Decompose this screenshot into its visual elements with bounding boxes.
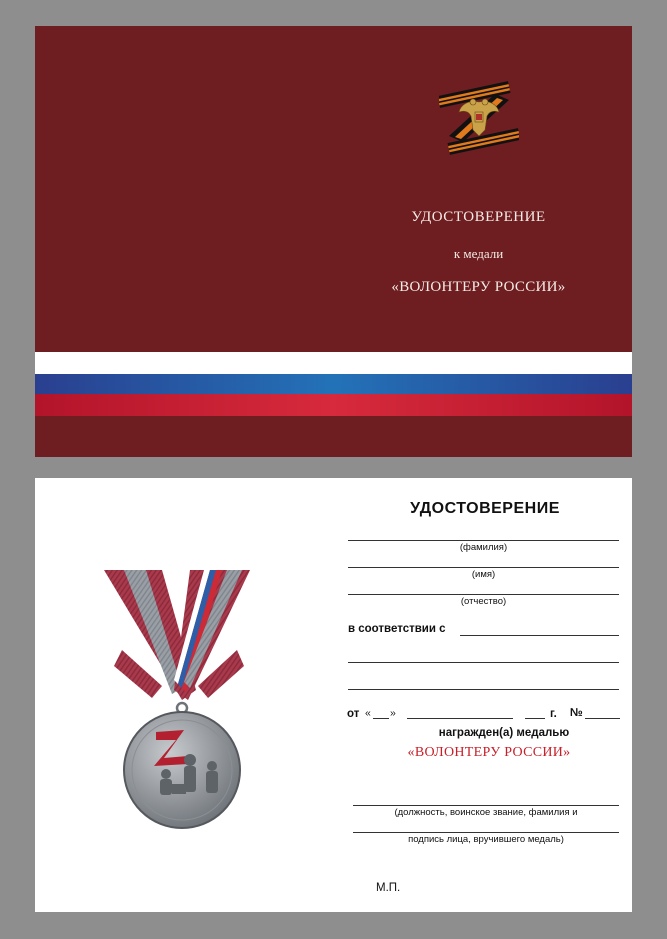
awarded-label: награжден(а) медалью xyxy=(438,727,570,739)
surname-field[interactable] xyxy=(348,540,619,541)
certificate-cover xyxy=(35,26,632,457)
accordance-label: в соответствии с xyxy=(348,623,446,635)
russian-flag-ribbon xyxy=(35,352,632,416)
surname-caption: (фамилия) xyxy=(459,542,508,553)
volunteer-medal-icon xyxy=(92,570,267,850)
year-label: г. xyxy=(550,708,557,720)
number-field[interactable] xyxy=(585,718,620,719)
inner-medal-name: «ВОЛОНТЕРУ РОССИИ» xyxy=(407,745,571,760)
signature-line-2[interactable] xyxy=(353,832,619,833)
number-label: № xyxy=(570,707,583,719)
signature-caption-1: (должность, воинское звание, фамилия и xyxy=(394,807,578,818)
stamp-mark: М.П. xyxy=(376,882,401,894)
eagle-z-emblem-icon xyxy=(439,78,519,158)
month-field[interactable] xyxy=(407,718,513,719)
date-close-quote: » xyxy=(390,707,396,719)
certificate-inner xyxy=(35,478,632,912)
signature-line-1[interactable] xyxy=(353,805,619,806)
accordance-line-3[interactable] xyxy=(348,689,619,690)
cover-subtitle: к медали xyxy=(453,246,504,261)
date-open-quote: « xyxy=(365,707,371,719)
signature-caption-2: подпись лица, вручившего медаль) xyxy=(408,834,564,845)
cover-medal-name: «ВОЛОНТЕРУ РОССИИ» xyxy=(391,279,566,295)
patronymic-caption: (отчество) xyxy=(460,596,507,607)
cover-title: УДОСТОВЕРЕНИЕ xyxy=(411,209,546,225)
name-field[interactable] xyxy=(348,567,619,568)
name-caption: (имя) xyxy=(471,569,496,580)
date-from-label: от xyxy=(347,708,360,720)
patronymic-field[interactable] xyxy=(348,594,619,595)
year-field[interactable] xyxy=(525,718,545,719)
inner-title: УДОСТОВЕРЕНИЕ xyxy=(410,500,560,517)
day-field[interactable] xyxy=(373,718,389,719)
accordance-line-2[interactable] xyxy=(348,662,619,663)
accordance-field[interactable] xyxy=(460,635,619,636)
